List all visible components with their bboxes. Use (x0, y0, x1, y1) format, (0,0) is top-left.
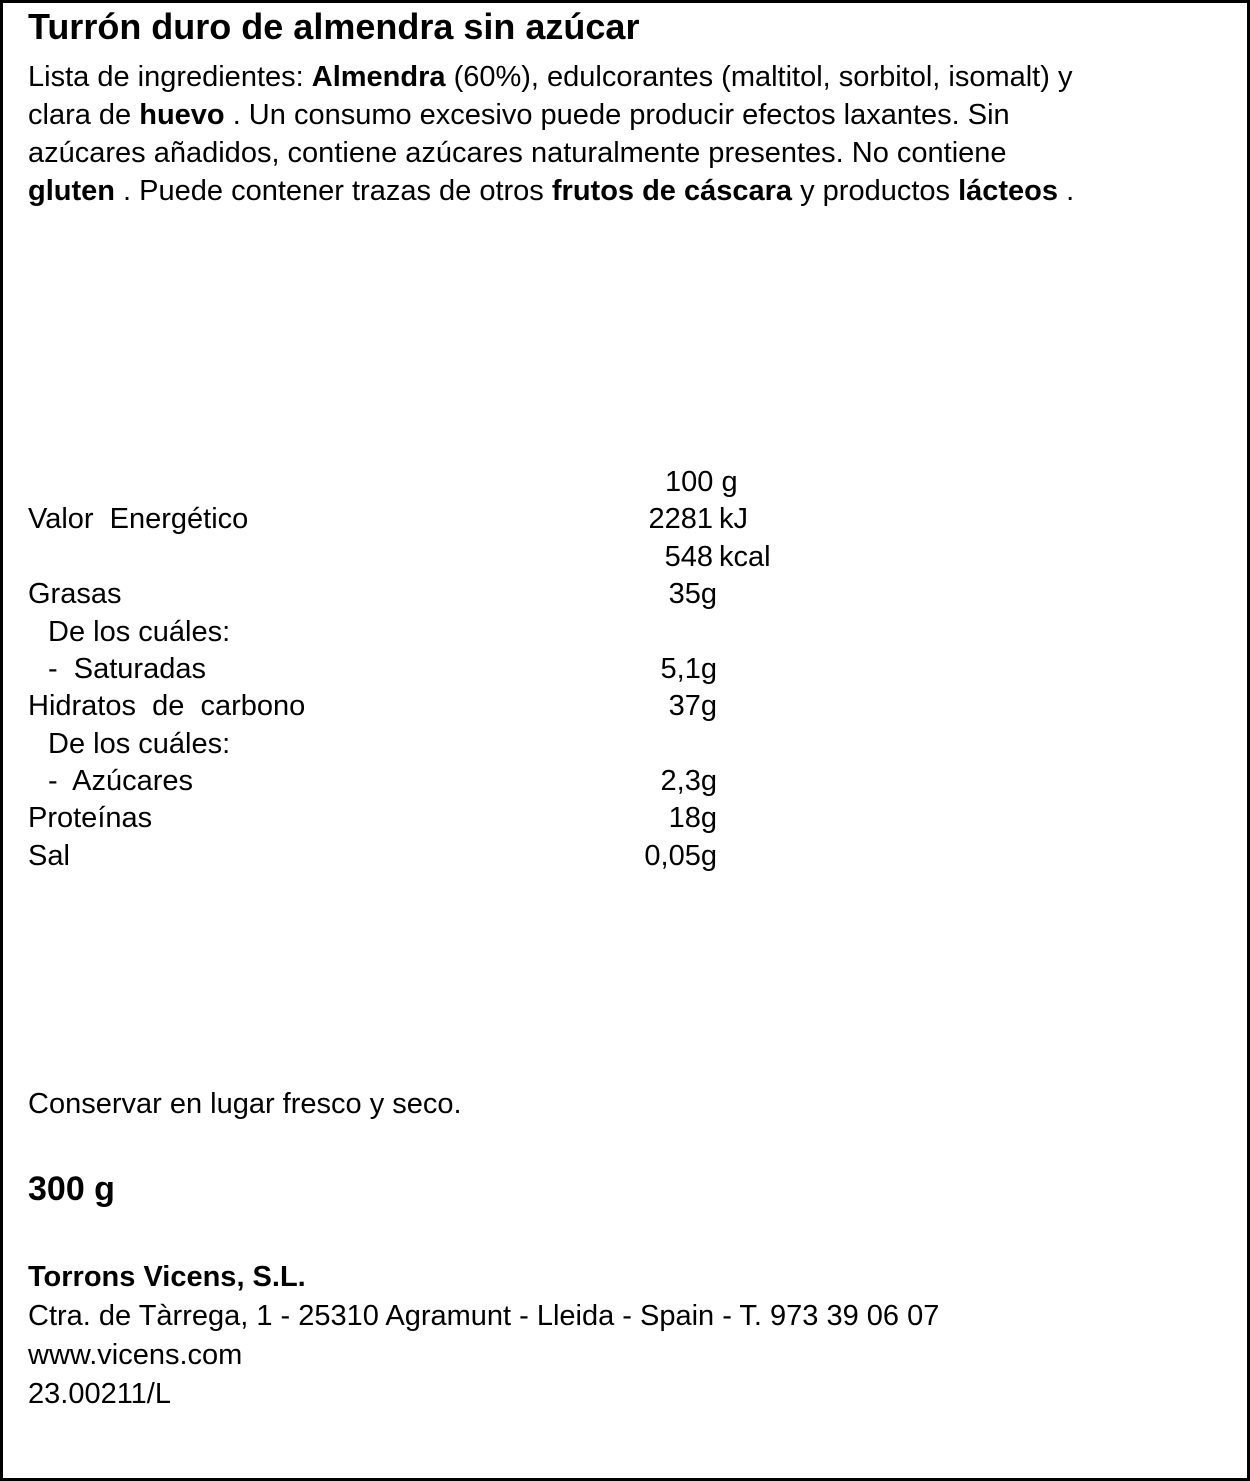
ingredients-line-2 (28, 96, 1228, 134)
nutrition-label: De los cuáles: (48, 616, 231, 648)
nutrition-row-fat (3, 575, 1247, 613)
nutrition-value: 5,1g (660, 653, 717, 685)
nutrition-value: 2,3g (660, 765, 717, 797)
allergen-nuts: frutos de cáscara (551, 175, 793, 207)
nutrition-row-saturated (3, 650, 1247, 688)
company-website: www.vicens.com (28, 1339, 243, 1371)
nutrition-label: Hidratos de carbono (28, 690, 306, 722)
nutrition-row-energy (3, 500, 1247, 538)
ingredients-line-3 (28, 134, 1228, 172)
nutrition-row-energy-kcal (3, 538, 1247, 576)
nutrition-label: De los cuáles: (48, 728, 231, 760)
nutrition-row-carbs (3, 687, 1247, 725)
ingredients-text: . Un consumo excesivo puede producir efectos laxantes. Sin (224, 99, 1010, 131)
nutrition-value: 2281 (648, 503, 713, 535)
nutrition-label: Sal (28, 840, 70, 872)
nutrition-label: - Saturadas (48, 653, 206, 685)
nutrition-label: - Azúcares (48, 765, 194, 797)
batch-code: 23.00211/L (28, 1378, 171, 1410)
nutrition-value: 18g (668, 802, 717, 834)
ingredients-block (28, 58, 1228, 210)
nutrition-header-row (3, 463, 1247, 501)
ingredients-text: Lista de ingredientes: (28, 61, 312, 93)
nutrition-row-salt (3, 837, 1247, 875)
ingredients-line-4 (28, 172, 1228, 210)
ingredients-text: azúcares añadidos, contiene azúcares naturalmente presentes. No contiene (28, 137, 1007, 169)
nutrition-label: Proteínas (28, 802, 153, 834)
company-address: Ctra. de Tàrrega, 1 - 25310 Agramunt - Lleida - Spain - T. 973 39 06 07 (28, 1300, 940, 1332)
ingredients-text: . (1058, 175, 1075, 207)
ingredients-text: (60%), edulcorantes (maltitol, sorbitol, isomalt) y (445, 61, 1073, 93)
net-weight: 300 g (28, 1170, 115, 1208)
allergen-dairy: lácteos (958, 175, 1059, 207)
storage-instructions: Conservar en lugar fresco y seco. (28, 1088, 462, 1120)
ingredients-line-1 (28, 58, 1228, 96)
ingredients-text: . Puede contener trazas de otros (115, 175, 552, 207)
allergen-gluten: gluten (28, 175, 115, 207)
product-title: Turrón duro de almendra sin azúcar (28, 6, 640, 47)
nutrition-value: 35g (668, 578, 717, 610)
nutrition-unit: kJ (719, 503, 748, 535)
nutrition-value: 548 (664, 541, 713, 573)
nutrition-unit: kcal (719, 541, 771, 573)
nutrition-label: Valor Energético (28, 503, 249, 535)
ingredients-text: y productos (792, 175, 959, 207)
allergen-egg: huevo (139, 99, 225, 131)
nutrition-row-carbs-sub (3, 725, 1247, 763)
nutrition-header: 100 g (665, 466, 738, 498)
allergen-almond: Almendra (311, 61, 446, 93)
nutrition-row-fat-sub (3, 613, 1247, 651)
nutrition-label: Grasas (28, 578, 122, 610)
ingredients-text: clara de (28, 99, 140, 131)
company-name: Torrons Vicens, S.L. (28, 1261, 306, 1293)
nutrition-row-protein (3, 799, 1247, 837)
nutrition-value: 0,05g (644, 840, 717, 872)
nutrition-value: 37g (668, 690, 717, 722)
nutrition-row-sugars (3, 762, 1247, 800)
